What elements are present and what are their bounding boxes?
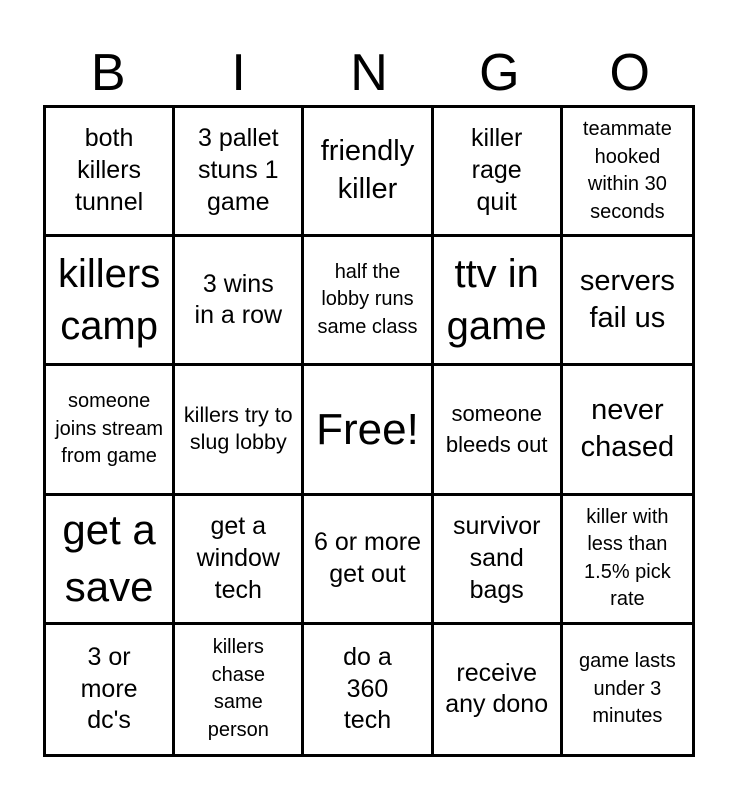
bingo-cell-text: killers camp (57, 252, 161, 349)
bingo-cell-text: survivor sand bags (452, 512, 541, 604)
bingo-cell[interactable] (304, 366, 433, 495)
bingo-cell[interactable] (175, 625, 304, 754)
header-letter-n: N (350, 44, 388, 102)
bingo-cell-text: killer with less than 1.5% pick rate (584, 505, 671, 611)
header-letter-o: O (609, 44, 650, 102)
bingo-cell[interactable] (175, 496, 304, 625)
bingo-header (43, 42, 695, 104)
bingo-board (43, 105, 695, 757)
bingo-cell-text: someone joins stream from game (55, 390, 163, 468)
bingo-cell-text: ttv in game (446, 252, 547, 349)
bingo-cell[interactable] (434, 496, 563, 625)
bingo-cell[interactable] (434, 366, 563, 495)
bingo-cell-text: 6 or more get out (314, 527, 421, 588)
bingo-cell[interactable] (46, 496, 175, 625)
header-letter-g: G (479, 44, 520, 102)
bingo-cell-text: 3 pallet stuns 1 game (197, 124, 279, 216)
bingo-cell-text: receive any dono (445, 658, 549, 719)
bingo-cell[interactable] (563, 237, 692, 366)
bingo-cell[interactable] (46, 108, 175, 237)
bingo-cell-text: someone bleeds out (445, 400, 548, 458)
bingo-cell-text: teammate hooked within 30 seconds (582, 117, 672, 223)
bingo-cell[interactable] (46, 237, 175, 366)
header-letter-b: B (90, 44, 126, 102)
bingo-cell[interactable] (434, 108, 563, 237)
bingo-cell[interactable] (175, 366, 304, 495)
bingo-cell-text: do a 360 tech (343, 642, 392, 735)
bingo-cell[interactable] (175, 237, 304, 366)
bingo-cell[interactable] (304, 237, 433, 366)
bingo-cell[interactable] (563, 625, 692, 754)
header-letter-i: I (231, 44, 246, 102)
bingo-cell[interactable] (563, 496, 692, 625)
bingo-cell[interactable] (175, 108, 304, 237)
bingo-cell[interactable] (46, 625, 175, 754)
bingo-cell-text: never chased (580, 393, 675, 464)
bingo-cell-text: killer rage quit (470, 124, 523, 216)
bingo-cell-text: 3 or more dc's (80, 642, 138, 735)
bingo-cell-text: get a window tech (196, 512, 280, 604)
bingo-cell-text: both killers tunnel (75, 124, 144, 216)
bingo-cell-text: killers try to slug lobby (183, 402, 293, 455)
bingo-cell[interactable] (46, 366, 175, 495)
bingo-cell[interactable] (304, 496, 433, 625)
bingo-cell[interactable] (434, 237, 563, 366)
bingo-cell-text: 3 wins in a row (194, 269, 283, 330)
bingo-cell[interactable] (563, 366, 692, 495)
bingo-cell[interactable] (304, 108, 433, 237)
bingo-cell-text: friendly killer (320, 135, 415, 206)
bingo-cell-text: half the lobby runs same class (317, 260, 418, 339)
free-space: Free! (316, 404, 419, 454)
bingo-cell[interactable] (563, 108, 692, 237)
bingo-cell-text: killers chase same person (207, 636, 269, 741)
bingo-cell-text: servers fail us (579, 264, 675, 335)
bingo-cell-text: get a save (62, 506, 156, 610)
bingo-cell[interactable] (434, 625, 563, 754)
bingo-cell-text: game lasts under 3 minutes (579, 650, 676, 728)
bingo-cell[interactable] (304, 625, 433, 754)
